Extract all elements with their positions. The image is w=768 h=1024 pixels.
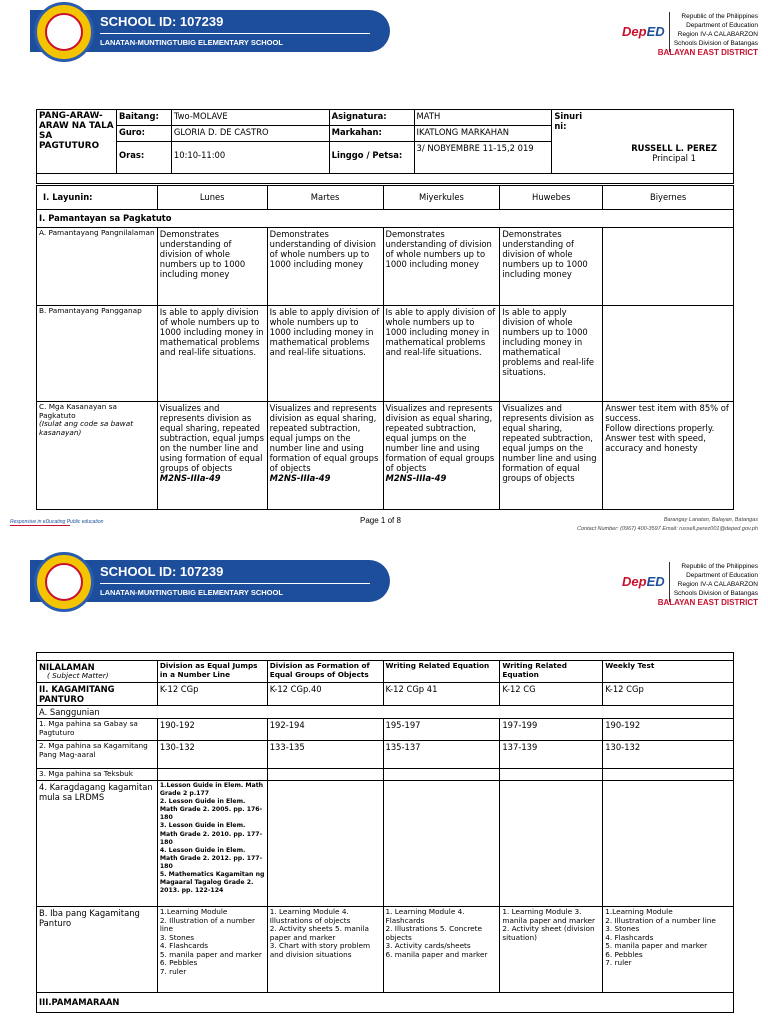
teacher-value: GLORIA D. DE CASTRO (171, 126, 329, 142)
letterhead-2: SCHOOL ID: 107239 LANATAN-MUNTINGTUBIG ELEMENTARY SCHOOL DepED Republic of the Philippines Department of Education Region IV-A CALABARZON Schools Division of Batangas BALAYAN EAST DISTRICT (0, 550, 768, 610)
objectives-table: I. Layunin: Lunes Martes Miyerkules Huwebes Biyernes I. Pamantayan sa Pagkatuto A. Pamantayang Pangnilalaman Demonstrates understanding of division of whole numbers up to 1000 including money Demonstrates understanding of division of whole numbers up to 1000 including money Demonstrates understanding of division of whole numbers up to 1000 including money Demonstrates understanding of division of whole numbers up to 1000 including money B. Pamantayang Pangganap Is able to apply division of whole numbers up to 1000 including money in mathematical problems and real-life situations. Is able to apply division of whole numbers up to 1000 including money in mathematical problems and real-life situations. Is able to apply division of whole numbers up to 1000 including money in mathematical problems and real-life situations. Is able to apply division of whole numbers up to 1000 including money in mathematical problems and real-life situations. C. Mga Kasanayan sa Pagkatuto (Isulat ang code sa bawat kasanayan) Visualizes and represents division as equal sharing, repeated subtraction, equal jumps on the number line and using formation of equal groups of objects M2NS-IIIa-49 Visualizes and represents division as equal sharing, repeated subtraction, equal jumps on the number line and using formation of equal groups of objects M2NS-IIIa-49 Visualizes and represents division as equal sharing, repeated subtraction, equal jumps on the number line and using formation of equal groups of objects M2NS-IIIa-49 Visualizes and represents division as equal sharing, repeated subtraction, equal jumps on the number line and using formation of equal groups of objects Answer test item with 85% of success. Follow directions properly. Answer test with speed, accuracy and honesty (36, 185, 734, 510)
deped-logo-icon: DepED (622, 574, 665, 589)
time-value: 10:10-11:00 (171, 142, 329, 174)
section-heading: III.PAMAMARAAN (37, 993, 734, 1013)
school-seal-icon (34, 2, 94, 62)
subject-value: MATH (414, 110, 552, 126)
layunin-header: I. Layunin: (37, 186, 158, 210)
agency-block: Republic of the Philippines Department of Education Region IV-A CALABARZON Schools Division of Batangas BALAYAN EAST DISTRICT (657, 13, 758, 57)
grade-value: Two-MOLAVE (171, 110, 329, 126)
school-name: LANATAN-MUNTINGTUBIG ELEMENTARY SCHOOL (100, 38, 283, 47)
page-number: Page 1 of 8 (360, 516, 401, 525)
section-heading: I. Pamantayan sa Pagkatuto (37, 210, 734, 228)
school-id: SCHOOL ID: 107239 (100, 14, 224, 29)
week-value: 3/ NOBYEMBRE 11-15,2 019 (414, 142, 552, 174)
info-table: PANG-ARAW-ARAW NA TALA SA PAGTUTURO Baitang: Two-MOLAVE Asignatura: MATH Sinuri ni: RUSSELL L. PEREZ Principal 1 Guro: GLORIA D. DE CASTRO Markahan: IKATLONG MARKAHAN Oras: 10:10-11:00 Linggo / Petsa: 3/ NOBYEMBRE 11-15,2 019 (36, 109, 734, 184)
reviewer-cell: Sinuri ni: RUSSELL L. PEREZ Principal 1 (552, 110, 734, 174)
letterhead (0, 0, 768, 60)
quarter-value: IKATLONG MARKAHAN (414, 126, 552, 142)
principal-name: RUSSELL L. PEREZ (631, 143, 717, 153)
school-seal-icon (34, 552, 94, 612)
principal-title: Principal 1 (652, 153, 696, 163)
page-footer: Responsive in eDucating Public education Page 1 of 8 Barangay Lanatan, Balayan, Batangas Contact Number: (0967) 400-3597 Email: russell.perez001@deped.gov.ph (10, 516, 758, 532)
materials-table: NILALAMAN ( Subject Matter) Division as Equal Jumps in a Number Line Division as Formation of Equal Groups of Objects Writing Related Equation Writing Related Equation Weekly Test II. KAGAMITANG PANTURO K-12 CGp K-12 CGp.40 K-12 CGp 41 K-12 CG K-12 CGp A. Sanggunian 1. Mga pahina sa Gabay sa Pagtuturo 190-192 192-194 195-197 197-199 190-192 2. Mga pahina sa Kagamitang Pang Mag-aaral 130-132 133-135 135-137 137-139 130-132 3. Mga pahina sa Teksbuk 4. Karagdagang kagamitan mula sa LRDMS 1.Lesson Guide in Elem. Math Grade 2 p.177 2. Lesson Guide in Elem. Math Grade 2. 2005. pp. 176-180 3. Lesson Guide in Elem. Math Grade 2. 2010. pp. 177-180 4. Lesson Guide in Elem. Math Grade 2. 2012. pp. 177-180 5. Mathematics Kagamitan ng Magaaral Tagalog Grade 2. 2013. pp. 122-124 B. Iba pang Kagamitang Panturo 1.Learning Module 2. Illustration of a number line 3. Stones 4. Flashcards 5. manila paper and marker 6. Pebbles 7. ruler 1. Learning Module 4. Illustrations of objects 2. Activity sheets 5. manila paper and marker 3. Chart with story problem and division situations 1. Learning Module 4. Flashcards 2. Illustrations 5. Concrete objects 3. Activity cards/sheets 6. manila paper and marker 1. Learning Module 3. manila paper and marker 2. Activity sheet (division situation) 1.Learning Module 2. Illustration of a number line 3. Stones 4. Flashcards 5. manila paper and marker 6. Pebbles 7. ruler III.PAMAMARAAN (36, 652, 734, 1013)
deped-logo-icon: DepED (622, 24, 665, 39)
plan-title: PANG-ARAW-ARAW NA TALA SA PAGTUTURO (37, 110, 117, 174)
